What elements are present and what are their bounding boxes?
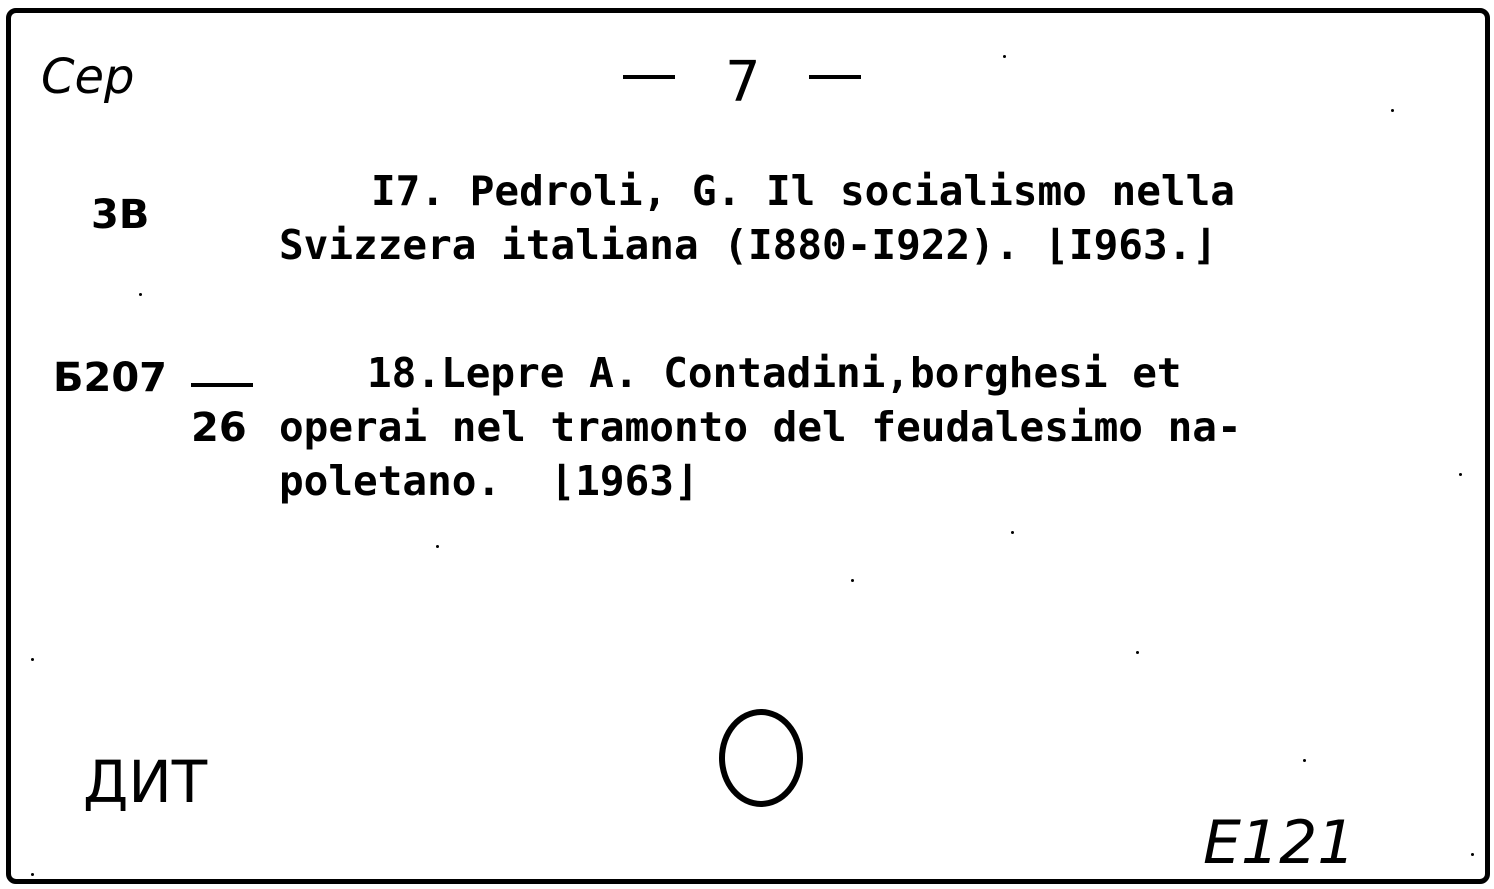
handwritten-note-top-left: Cep <box>41 49 135 105</box>
entry-2-line-2: operai nel tramonto del feudalesimo na- <box>279 403 1242 451</box>
shelfmark-2-fraction-bar <box>191 383 253 387</box>
scan-speck <box>31 873 34 876</box>
scan-speck <box>1303 759 1306 762</box>
scan-speck <box>1136 651 1139 654</box>
punch-hole <box>719 709 803 807</box>
scan-speck <box>1011 531 1014 534</box>
shelfmark-2: Б207 <box>53 355 167 401</box>
scan-speck <box>1459 473 1462 476</box>
entry-1-line-2: Svizzera italiana (I880-I922). ⌊I963.⌋ <box>279 221 1217 269</box>
shelfmark-1: 3B <box>91 192 150 238</box>
scan-speck <box>1471 853 1474 856</box>
page-number-dash-right <box>809 75 861 79</box>
entry-2-line-1: 18.Lepre A. Contadini,borghesi et <box>367 349 1182 397</box>
entry-2-line-3: poletano. ⌊1963⌋ <box>279 457 699 505</box>
scan-speck <box>851 579 854 582</box>
handwritten-note-bottom-right: E121 <box>1203 808 1356 878</box>
handwritten-note-bottom-left: ДИТ <box>83 748 208 816</box>
scan-speck <box>139 293 142 296</box>
page-number: 7 <box>725 50 761 115</box>
scan-speck <box>31 658 34 661</box>
scan-speck <box>1003 55 1006 58</box>
shelfmark-2-sub: 26 <box>191 405 247 451</box>
scan-speck <box>1391 109 1394 112</box>
catalog-card <box>6 8 1490 884</box>
scan-speck <box>436 545 439 548</box>
entry-1-line-1: I7. Pedroli, G. Il socialismo nella <box>371 167 1235 215</box>
page-number-dash-left <box>623 75 675 79</box>
